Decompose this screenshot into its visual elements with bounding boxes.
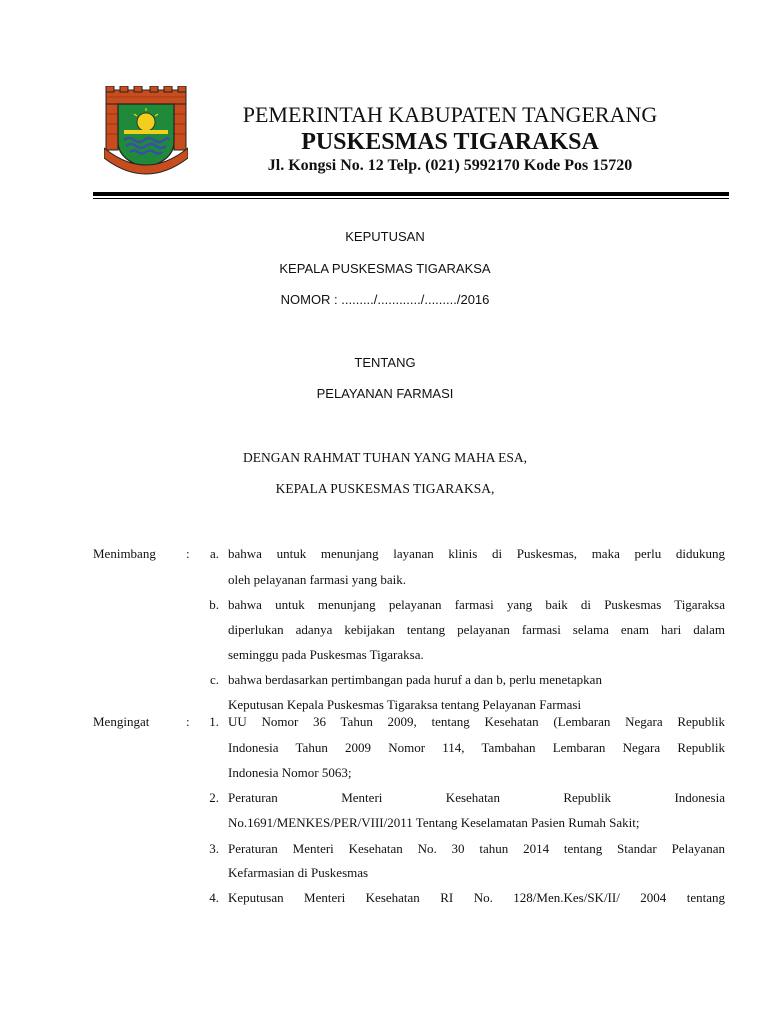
menimbang-label: Menimbang	[93, 546, 156, 561]
title-subject: PELAYANAN FARMASI	[316, 386, 454, 401]
mengingat-1-line-1: UU Nomor 36 Tahun 2009, tentang Kesehatan (Lembaran Negara Republik	[228, 714, 725, 729]
mengingat-mark-4: 4.	[209, 890, 219, 905]
menimbang-a-line-2: oleh pelayanan farmasi yang baik.	[228, 572, 406, 587]
menimbang-b-line-1: bahwa untuk menunjang pelayanan farmasi yang baik di Puskesmas Tigaraksa	[228, 597, 725, 612]
menimbang-b-line-3: seminggu pada Puskesmas Tigaraksa.	[228, 647, 424, 662]
title-kepala-closing: KEPALA PUSKESMAS TIGARAKSA,	[275, 481, 495, 496]
menimbang-a-line-1: bahwa untuk menunjang layanan klinis di Puskesmas, maka perlu didukung	[228, 546, 725, 561]
mengingat-1-line-2: Indonesia Tahun 2009 Nomor 114, Tambahan Lembaran Negara Republik	[228, 740, 725, 755]
mengingat-mark-3: 3.	[209, 841, 219, 856]
menimbang-colon: :	[186, 546, 190, 561]
mengingat-3-line-2: Kefarmasian di Puskesmas	[228, 865, 369, 880]
title-rahmat: DENGAN RAHMAT TUHAN YANG MAHA ESA,	[242, 450, 527, 465]
letterhead-rule-thin	[93, 198, 729, 199]
mengingat-mark-2: 2.	[209, 790, 219, 805]
menimbang-b-line-2: diperlukan adanya kebijakan tentang pelayanan farmasi selama enam hari dalam	[228, 622, 725, 637]
menimbang-c-line-2: Keputusan Kepala Puskesmas Tigaraksa tentang Pelayanan Farmasi	[228, 697, 582, 712]
title-nomor: NOMOR : ........./............/........./2016	[280, 292, 490, 307]
mengingat-4-line-1: Keputusan Menteri Kesehatan RI No. 128/Men.Kes/SK/II/ 2004 tentang	[228, 890, 725, 905]
title-kepala: KEPALA PUSKESMAS TIGARAKSA	[279, 261, 491, 276]
letterhead-address: Jl. Kongsi No. 12 Telp. (021) 5992170 Kode Pos 15720	[267, 157, 633, 174]
menimbang-mark-b: b.	[209, 597, 219, 612]
mengingat-2-line-2: No.1691/MENKES/PER/VIII/2011 Tentang Keselamatan Pasien Rumah Sakit;	[228, 815, 640, 830]
mengingat-1-line-3: Indonesia Nomor 5063;	[228, 765, 352, 780]
title-keputusan: KEPUTUSAN	[345, 229, 425, 244]
mengingat-3-line-1: Peraturan Menteri Kesehatan No. 30 tahun 2014 tentang Standar Pelayanan	[228, 841, 725, 856]
menimbang-c-line-1: bahwa berdasarkan pertimbangan pada huruf a dan b, perlu menetapkan	[228, 672, 602, 687]
mengingat-2-line-1: Peraturan Menteri Kesehatan Republik Indonesia	[228, 790, 725, 805]
title-tentang: TENTANG	[354, 355, 416, 370]
menimbang-mark-a: a.	[209, 546, 219, 561]
letterhead-government: PEMERINTAH KABUPATEN TANGERANG	[242, 102, 658, 127]
mengingat-mark-1: 1.	[209, 714, 219, 729]
mengingat-colon: :	[186, 714, 190, 729]
menimbang-mark-c: c.	[209, 672, 219, 687]
letterhead-rule-thick	[93, 192, 729, 196]
letterhead-institution: PUSKESMAS TIGARAKSA	[301, 129, 599, 155]
kabupaten-tangerang-emblem	[104, 86, 188, 176]
mengingat-label: Mengingat	[93, 714, 150, 729]
